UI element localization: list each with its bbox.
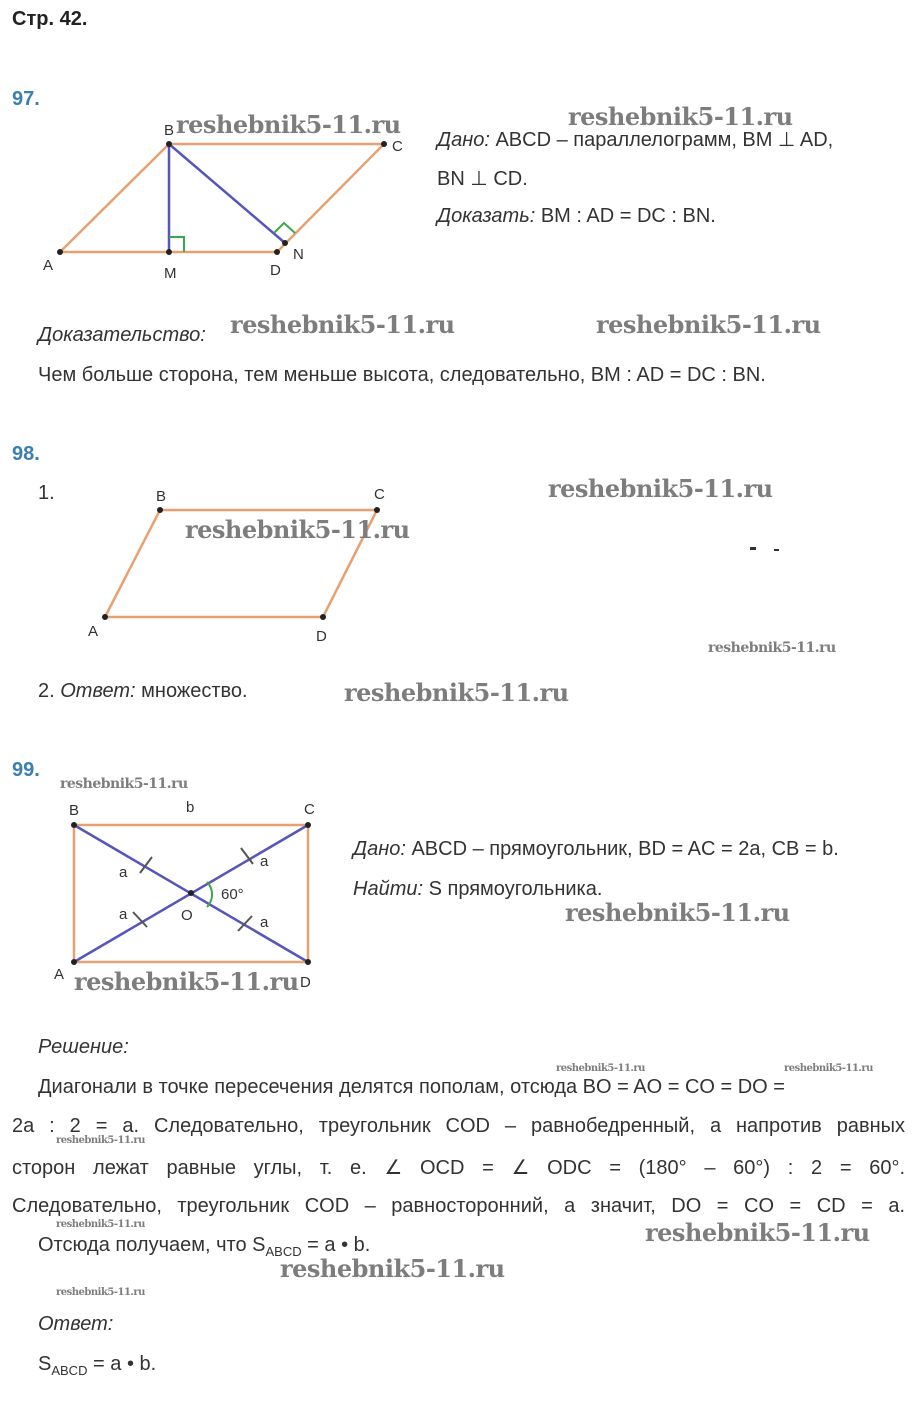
vertex-a [102, 614, 108, 620]
stray-mark [774, 549, 779, 551]
watermark: reshebnik5-11.ru [784, 1063, 873, 1074]
label-d: D [316, 628, 327, 645]
solution-line-1: Диагонали в точке пересечения делятся пополам, отсюда BO = AO = CO = DO = [38, 1076, 785, 1098]
given-text: ABCD – параллелограмм, BM ⊥ AD, [495, 129, 834, 151]
find-text: S прямоугольника. [428, 878, 603, 900]
watermark: reshebnik5-11.ru [565, 898, 790, 927]
watermark: reshebnik5-11.ru [74, 967, 299, 996]
watermark: reshebnik5-11.ru [596, 310, 821, 339]
right-angle-mark-m [169, 237, 184, 252]
given-text: ABCD – прямоугольник, BD = AC = 2a, CB = b. [411, 838, 839, 860]
vertex-d [274, 249, 280, 255]
item-2-number: 2. [38, 680, 55, 702]
solution-line-2: 2a : 2 = a. Следовательно, треугольник COD – равнобедренный, а напротив равных [12, 1115, 905, 1137]
label-a-segment: a [260, 853, 269, 870]
watermark: reshebnik5-11.ru [344, 678, 569, 707]
label-c: C [392, 138, 403, 155]
vertex-c [374, 507, 380, 513]
answer-label: Ответ: [38, 1313, 114, 1335]
vertex-a [57, 249, 63, 255]
watermark: reshebnik5-11.ru [645, 1218, 870, 1247]
answer-text: множество. [141, 680, 248, 702]
problem-98-number: 98. [12, 443, 40, 465]
watermark: reshebnik5-11.ru [568, 102, 793, 131]
label-b-side: b [186, 799, 195, 816]
parallelogram-abcd [60, 144, 384, 252]
label-a: A [54, 966, 65, 983]
stray-mark [750, 547, 756, 550]
right-angle-mark-n [274, 223, 295, 233]
vertex-b [157, 507, 163, 513]
solution-label: Решение: [38, 1036, 129, 1058]
problem-97-prove [437, 205, 716, 228]
watermark: reshebnik5-11.ru [60, 776, 188, 792]
answer-s: S [38, 1353, 52, 1375]
result-prefix: Отсюда получаем, что S [38, 1234, 266, 1256]
problem-98-item-1: 1. [38, 482, 55, 504]
problem-99-number: 99. [12, 759, 40, 781]
label-angle-60: 60° [221, 886, 244, 903]
watermark: reshebnik5-11.ru [708, 640, 836, 656]
label-d: D [270, 262, 281, 279]
problem-98-answer [38, 680, 248, 703]
result-suffix: = a • b. [301, 1234, 371, 1256]
answer-subscript: ABCD [51, 1363, 88, 1378]
given-label: Дано: [437, 129, 490, 151]
watermark: reshebnik5-11.ru [280, 1254, 505, 1283]
vertex-c [305, 822, 311, 828]
watermark: reshebnik5-11.ru [185, 515, 410, 544]
point-m [166, 249, 172, 255]
label-m: M [164, 265, 177, 282]
label-d: D [300, 974, 311, 991]
problem-97-given [437, 127, 833, 152]
proof-text: Чем больше сторона, тем меньше высота, следовательно, BM : AD = DC : BN. [38, 364, 766, 386]
label-a-segment: a [119, 906, 128, 923]
label-a: A [88, 623, 99, 640]
label-n: N [293, 246, 304, 263]
watermark: reshebnik5-11.ru [56, 1135, 145, 1146]
problem-99-given [353, 838, 839, 861]
given-label: Дано: [353, 838, 406, 860]
page-title: Стр. 42. [12, 8, 88, 30]
watermark: reshebnik5-11.ru [230, 310, 455, 339]
watermark: reshebnik5-11.ru [556, 1063, 645, 1074]
prove-text: BM : AD = DC : BN. [540, 205, 716, 227]
prove-label: Доказать: [437, 205, 536, 227]
vertex-b [71, 822, 77, 828]
find-label: Найти: [353, 878, 424, 900]
problem-97-number: 97. [12, 88, 40, 110]
result-subscript: ABCD [265, 1244, 302, 1259]
problem-97-given-line2: BN ⊥ CD. [437, 168, 528, 190]
label-a-segment: a [260, 914, 269, 931]
watermark: reshebnik5-11.ru [56, 1219, 145, 1230]
label-b: B [69, 802, 80, 819]
label-a-segment: a [119, 864, 128, 881]
label-o: O [181, 907, 193, 924]
solution-line-4: Следовательно, треугольник COD – равносторонний, а значит, DO = CO = CD = a. [12, 1195, 905, 1217]
solution-line-3: сторон лежат равные углы, т. е. ∠ OCD = ∠ ODC = (180° – 60°) : 2 = 60°. [12, 1157, 905, 1179]
problem-98-figure [0, 470, 430, 650]
answer-label: Ответ: [60, 680, 136, 702]
point-n [282, 240, 288, 246]
vertex-d [305, 959, 311, 965]
watermark: reshebnik5-11.ru [56, 1287, 145, 1298]
altitude-bn [169, 144, 285, 243]
label-a: A [43, 257, 54, 274]
vertex-b [166, 141, 172, 147]
label-b: B [164, 122, 175, 139]
watermark: reshebnik5-11.ru [176, 110, 401, 139]
label-c: C [304, 801, 315, 818]
vertex-a [71, 959, 77, 965]
answer-text [38, 1353, 156, 1378]
vertex-c [381, 141, 387, 147]
proof-label: Доказательство: [38, 324, 206, 346]
label-c: C [374, 486, 385, 503]
point-o [188, 890, 194, 896]
vertex-d [320, 614, 326, 620]
label-b: B [156, 488, 167, 505]
answer-suffix: = a • b. [87, 1353, 157, 1375]
watermark: reshebnik5-11.ru [548, 474, 773, 503]
